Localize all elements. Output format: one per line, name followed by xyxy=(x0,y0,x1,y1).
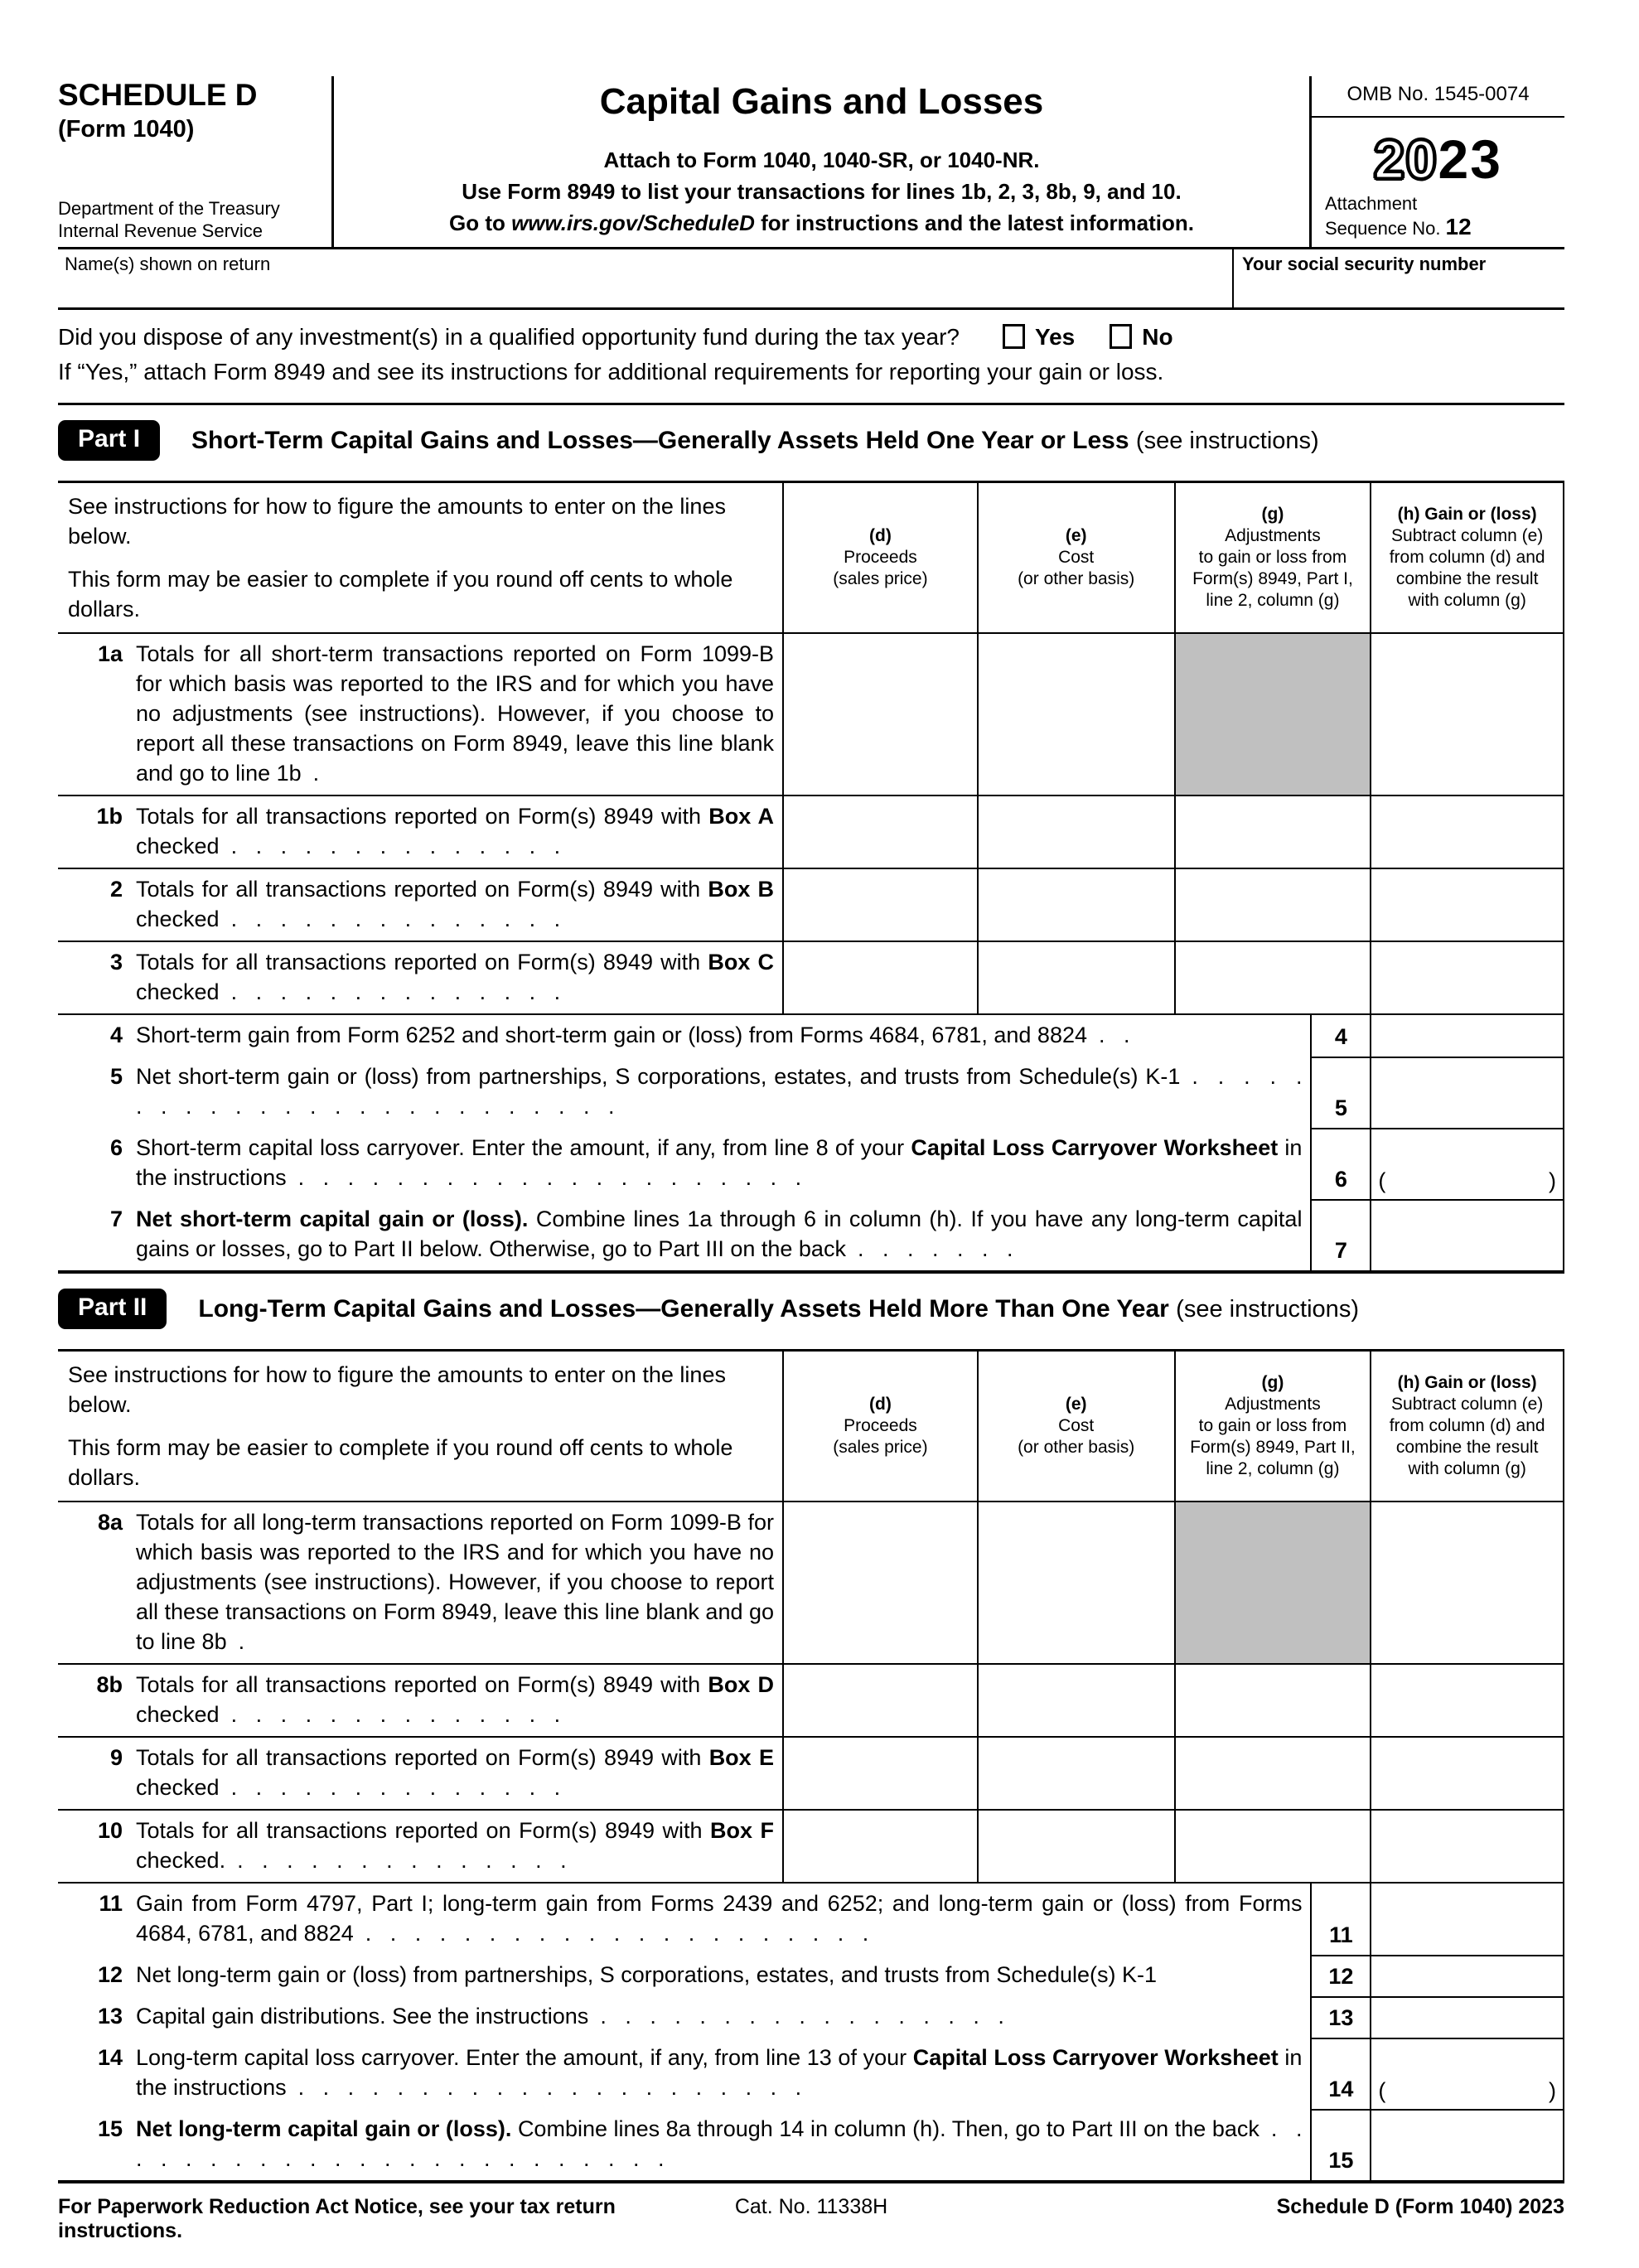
gain-loss-amount-cell[interactable] xyxy=(1370,1738,1563,1809)
line-description: Net short-term capital gain or (loss). Combine lines 1a through 6 in column (h). If you have any long-term capital gains or losses, go to Part II below. Otherwise, go to Part III on the back . . . . . . . xyxy=(136,1207,1303,1261)
line-description: Capital gain distributions. See the instructions . . . . . . . . . . . . . . . . . xyxy=(136,2004,1004,2029)
cost-amount-cell[interactable] xyxy=(977,1502,1174,1663)
proceeds-amount-cell[interactable] xyxy=(782,1665,977,1736)
line-description: Totals for all long-term transactions reported on Form 1099-B for which basis was reported to the IRS and for which you have no adjustments (see instructions). However, if you choose to report all these transactions on Form 8949, leave this line blank and go to line 8b . xyxy=(136,1510,775,1654)
gain-loss-amount-cell[interactable] xyxy=(1370,2038,1563,2109)
line-number-box: 11 xyxy=(1310,1884,1370,1955)
table-row-11 xyxy=(58,1884,1563,1955)
part2-column-headers xyxy=(58,1352,1563,1502)
name-input-area[interactable] xyxy=(58,249,1232,307)
line-number: 3 xyxy=(109,950,123,974)
schedule-label: SCHEDULE D xyxy=(58,78,258,112)
cost-amount-cell[interactable] xyxy=(977,869,1174,941)
line-description: Totals for all transactions reported on Form(s) 8949 with Box A checked . . . . . . . . . . . . . . xyxy=(136,804,775,858)
line-number-box: 7 xyxy=(1310,1199,1370,1270)
table-row-10 xyxy=(58,1811,1563,1884)
line-description: Totals for all transactions reported on Form(s) 8949 with Box E checked . . . . . . . . . . . . . . xyxy=(136,1745,775,1800)
line-number-box: 4 xyxy=(1310,1015,1370,1057)
part1-table xyxy=(58,481,1564,1274)
gain-loss-amount-cell[interactable] xyxy=(1370,1015,1563,1057)
table-row-6 xyxy=(58,1128,1563,1199)
gain-loss-amount-cell[interactable] xyxy=(1370,634,1563,795)
line-description: Totals for all transactions reported on Form(s) 8949 with Box C checked . . . . . . . . . . . . . . xyxy=(136,950,775,1004)
paren: ( xyxy=(1378,1168,1386,1193)
tax-year xyxy=(1312,118,1564,192)
gain-loss-amount-cell[interactable] xyxy=(1370,1955,1563,1996)
gain-loss-amount-cell[interactable] xyxy=(1370,869,1563,941)
part2-header xyxy=(58,1289,1564,1329)
gain-loss-amount-cell[interactable] xyxy=(1370,1199,1563,1270)
attach-instruction: Attach to Form 1040, 1040-SR, or 1040-NR. xyxy=(603,147,1040,172)
line-number-box: 15 xyxy=(1310,2109,1370,2180)
table-row-5 xyxy=(58,1057,1563,1128)
table-row-15 xyxy=(58,2109,1563,2180)
line-number: 8a xyxy=(97,1510,123,1535)
gain-loss-amount-cell[interactable] xyxy=(1370,1665,1563,1736)
irs-url-link[interactable]: www.irs.gov/ScheduleD xyxy=(511,210,755,235)
adjustments-amount-cell[interactable] xyxy=(1174,1738,1371,1809)
omb-year-block xyxy=(1312,76,1564,247)
proceeds-amount-cell[interactable] xyxy=(782,1502,977,1663)
table-row-2 xyxy=(58,869,1563,942)
paren: ) xyxy=(1549,2078,1556,2103)
line-description: Net short-term gain or (loss) from partnerships, S corporations, estates, and trusts from Schedule(s) K-1 . . . . . . . . . . . . . . . . . . . . . . . . . xyxy=(136,1064,1303,1119)
sequence-number: 12 xyxy=(1445,214,1472,239)
goto-instruction: Go to www.irs.gov/ScheduleD for instructions and the latest information. xyxy=(448,210,1195,235)
line-description: Net long-term gain or (loss) from partnerships, S corporations, estates, and trusts from Schedule(s) K-1 xyxy=(136,1962,1157,1987)
part1-chip: Part I xyxy=(58,420,160,461)
part1-title: Short-Term Capital Gains and Losses—Generally Assets Held One Year or Less (see instructions) xyxy=(191,426,1319,454)
cost-amount-cell[interactable] xyxy=(977,1811,1174,1882)
line-number: 1b xyxy=(96,804,123,829)
column-instructions: See instructions for how to figure the amounts to enter on the lines below. This form may be easier to complete if you round off cents to whole dollars. xyxy=(68,494,733,621)
part2-table xyxy=(58,1349,1564,2183)
ssn-label: Your social security number xyxy=(1242,254,1487,274)
cost-amount-cell[interactable] xyxy=(977,1738,1174,1809)
opportunity-fund-question xyxy=(58,310,1564,405)
year-bold-digits: 23 xyxy=(1438,128,1502,190)
line-number: 7 xyxy=(109,1207,123,1231)
year-outline-digits: 20 xyxy=(1374,128,1438,190)
line-description: Totals for all transactions reported on Form(s) 8949 with Box F checked. . . . . . . . . . . . . . . xyxy=(136,1818,775,1873)
column-instructions: See instructions for how to figure the amounts to enter on the lines below. This form may be easier to complete if you round off cents to whole dollars. xyxy=(68,1362,733,1490)
gain-loss-amount-cell[interactable] xyxy=(1370,2109,1563,2180)
line-number: 12 xyxy=(97,1962,123,1987)
paren: ) xyxy=(1549,1168,1556,1193)
line-description: Totals for all transactions reported on Form(s) 8949 with Box D checked . . . . . . . . . . . . . . xyxy=(136,1672,775,1727)
line-number-box: 13 xyxy=(1310,1996,1370,2038)
line-number-box: 5 xyxy=(1310,1057,1370,1128)
line-number: 9 xyxy=(109,1745,123,1770)
cost-amount-cell[interactable] xyxy=(977,1665,1174,1736)
col-header-gain-loss: (h) Gain or (loss) Subtract column (e) from column (d) and combine the result with column (g) xyxy=(1370,1352,1563,1501)
blocked-cell xyxy=(1174,634,1371,795)
line-number: 11 xyxy=(99,1891,123,1916)
gain-loss-amount-cell[interactable] xyxy=(1370,1996,1563,2038)
gain-loss-amount-cell[interactable] xyxy=(1370,942,1563,1013)
cost-amount-cell[interactable] xyxy=(977,942,1174,1013)
name-label: Name(s) shown on return xyxy=(65,254,271,274)
line-description: Long-term capital loss carryover. Enter the amount, if any, from line 13 of your Capital Loss Carryover Worksheet in the instructions . . . . . . . . . . . . . . . . . . . . . xyxy=(136,2045,1303,2100)
gain-loss-amount-cell[interactable] xyxy=(1370,1502,1563,1663)
adjustments-amount-cell[interactable] xyxy=(1174,1665,1371,1736)
col-header-cost: (e) Cost (or other basis) xyxy=(977,1352,1174,1501)
adjustments-amount-cell[interactable] xyxy=(1174,942,1371,1013)
form-footer-id: Schedule D (Form 1040) 2023 xyxy=(1276,2195,1564,2218)
gain-loss-amount-cell[interactable] xyxy=(1370,1811,1563,1882)
part1-header xyxy=(58,420,1564,461)
line-number: 10 xyxy=(97,1818,123,1843)
form-footer xyxy=(58,2183,1564,2243)
line-number-box: 12 xyxy=(1310,1955,1370,1996)
table-row-8a xyxy=(58,1502,1563,1665)
table-row-3 xyxy=(58,942,1563,1015)
table-row-9 xyxy=(58,1738,1563,1811)
line-description: Gain from Form 4797, Part I; long-term gain from Forms 2439 and 6252; and long-term gain or (loss) from Forms 4684, 6781, and 8824 . . . . . . . . . . . . . . . . . . . . . xyxy=(136,1891,1303,1946)
line-number-box: 6 xyxy=(1310,1128,1370,1199)
table-row-8b xyxy=(58,1665,1563,1738)
line-number: 8b xyxy=(96,1672,123,1697)
catalog-number: Cat. No. 11338H xyxy=(734,2195,888,2218)
col-header-adjustments: (g) Adjustments to gain or loss from Form(s) 8949, Part II, line 2, column (g) xyxy=(1174,1352,1371,1501)
line-number: 2 xyxy=(109,877,123,902)
adjustments-amount-cell[interactable] xyxy=(1174,796,1371,868)
col-header-adjustments: (g) Adjustments to gain or loss from Form(s) 8949, Part I, line 2, column (g) xyxy=(1174,483,1371,632)
col-header-cost: (e) Cost (or other basis) xyxy=(977,483,1174,632)
form-id-block xyxy=(58,76,331,247)
line-description: Short-term capital loss carryover. Enter the amount, if any, from line 8 of your Capital Loss Carryover Worksheet in the instructions . . . . . . . . . . . . . . . . . . . . . xyxy=(136,1135,1303,1190)
paren: ( xyxy=(1378,2078,1386,2103)
department-label: Department of the Treasury Internal Revenue Service xyxy=(58,198,280,241)
gain-loss-amount-cell[interactable] xyxy=(1370,796,1563,868)
adjustments-amount-cell[interactable] xyxy=(1174,1811,1371,1882)
no-checkbox[interactable] xyxy=(1110,324,1132,349)
table-row-1b xyxy=(58,796,1563,869)
part1-column-headers xyxy=(58,483,1563,634)
form-title-block xyxy=(331,76,1312,247)
table-row-12 xyxy=(58,1955,1563,1996)
yes-checkbox[interactable] xyxy=(1003,324,1025,349)
line-number: 6 xyxy=(109,1135,123,1160)
line-number: 14 xyxy=(97,2045,123,2070)
proceeds-amount-cell[interactable] xyxy=(782,869,977,941)
table-row-13 xyxy=(58,1996,1563,2038)
proceeds-amount-cell[interactable] xyxy=(782,1811,977,1882)
line-number: 5 xyxy=(109,1064,123,1089)
use-form-instruction: Use Form 8949 to list your transactions for lines 1b, 2, 3, 8b, 9, and 10. xyxy=(462,179,1182,204)
proceeds-amount-cell[interactable] xyxy=(782,1738,977,1809)
table-row-1a xyxy=(58,634,1563,796)
form-number-label: (Form 1040) xyxy=(58,116,195,143)
table-row-4 xyxy=(58,1015,1563,1057)
line-number: 4 xyxy=(109,1023,123,1047)
col-header-proceeds: (d) Proceeds (sales price) xyxy=(782,483,977,632)
line-description: Totals for all short-term transactions reported on Form 1099-B for which basis was reported to the IRS and for which you have no adjustments (see instructions). However, if you choose to report all these transactions on Form 8949, leave this line blank and go to line 1b . xyxy=(136,641,775,786)
cost-amount-cell[interactable] xyxy=(977,634,1174,795)
paperwork-notice: For Paperwork Reduction Act Notice, see your tax return instructions. xyxy=(58,2195,616,2242)
line-description: Short-term gain from Form 6252 and short-term gain or (loss) from Forms 4684, 6781, and 8824 . . xyxy=(136,1023,1130,1047)
part2-chip: Part II xyxy=(58,1289,167,1329)
form-title: Capital Gains and Losses xyxy=(599,81,1044,122)
gain-loss-amount-cell[interactable] xyxy=(1370,1057,1563,1128)
gain-loss-amount-cell[interactable] xyxy=(1370,1128,1563,1199)
omb-number: OMB No. 1545-0074 xyxy=(1312,76,1564,118)
form-header xyxy=(58,76,1564,247)
taxpayer-row xyxy=(58,247,1564,310)
gain-loss-amount-cell[interactable] xyxy=(1370,1884,1563,1955)
proceeds-amount-cell[interactable] xyxy=(782,796,977,868)
adjustments-amount-cell[interactable] xyxy=(1174,869,1371,941)
table-row-7 xyxy=(58,1199,1563,1270)
cost-amount-cell[interactable] xyxy=(977,796,1174,868)
yes-label: Yes xyxy=(1034,324,1076,350)
line-description: Totals for all transactions reported on Form(s) 8949 with Box B checked . . . . . . . . . . . . . . xyxy=(136,877,775,931)
col-header-proceeds: (d) Proceeds (sales price) xyxy=(782,1352,977,1501)
table-row-14 xyxy=(58,2038,1563,2109)
part2-title: Long-Term Capital Gains and Losses—Generally Assets Held More Than One Year (see instructions) xyxy=(198,1294,1359,1323)
line-number: 1a xyxy=(97,641,123,666)
line-number: 13 xyxy=(97,2004,123,2029)
blocked-cell xyxy=(1174,1502,1371,1663)
question-line1: Did you dispose of any investment(s) in a qualified opportunity fund during the tax year? Yes No xyxy=(58,324,1173,350)
line-number: 15 xyxy=(97,2116,123,2141)
no-label: No xyxy=(1142,324,1173,350)
proceeds-amount-cell[interactable] xyxy=(782,942,977,1013)
line-description: Net long-term capital gain or (loss). Combine lines 8a through 14 in column (h). Then, go to Part III on the back . . . . . . . . . . . . . . . . . . . . . . . . xyxy=(136,2116,1303,2171)
attachment-sequence: Attachment Sequence No. 12 xyxy=(1325,193,1472,239)
line-number-box: 14 xyxy=(1310,2038,1370,2109)
question-line2: If “Yes,” attach Form 8949 and see its instructions for additional requirements for reporting your gain or loss. xyxy=(58,359,1164,384)
proceeds-amount-cell[interactable] xyxy=(782,634,977,795)
ssn-input-area[interactable] xyxy=(1232,249,1564,307)
col-header-gain-loss: (h) Gain or (loss) Subtract column (e) from column (d) and combine the result with column (g) xyxy=(1370,483,1563,632)
